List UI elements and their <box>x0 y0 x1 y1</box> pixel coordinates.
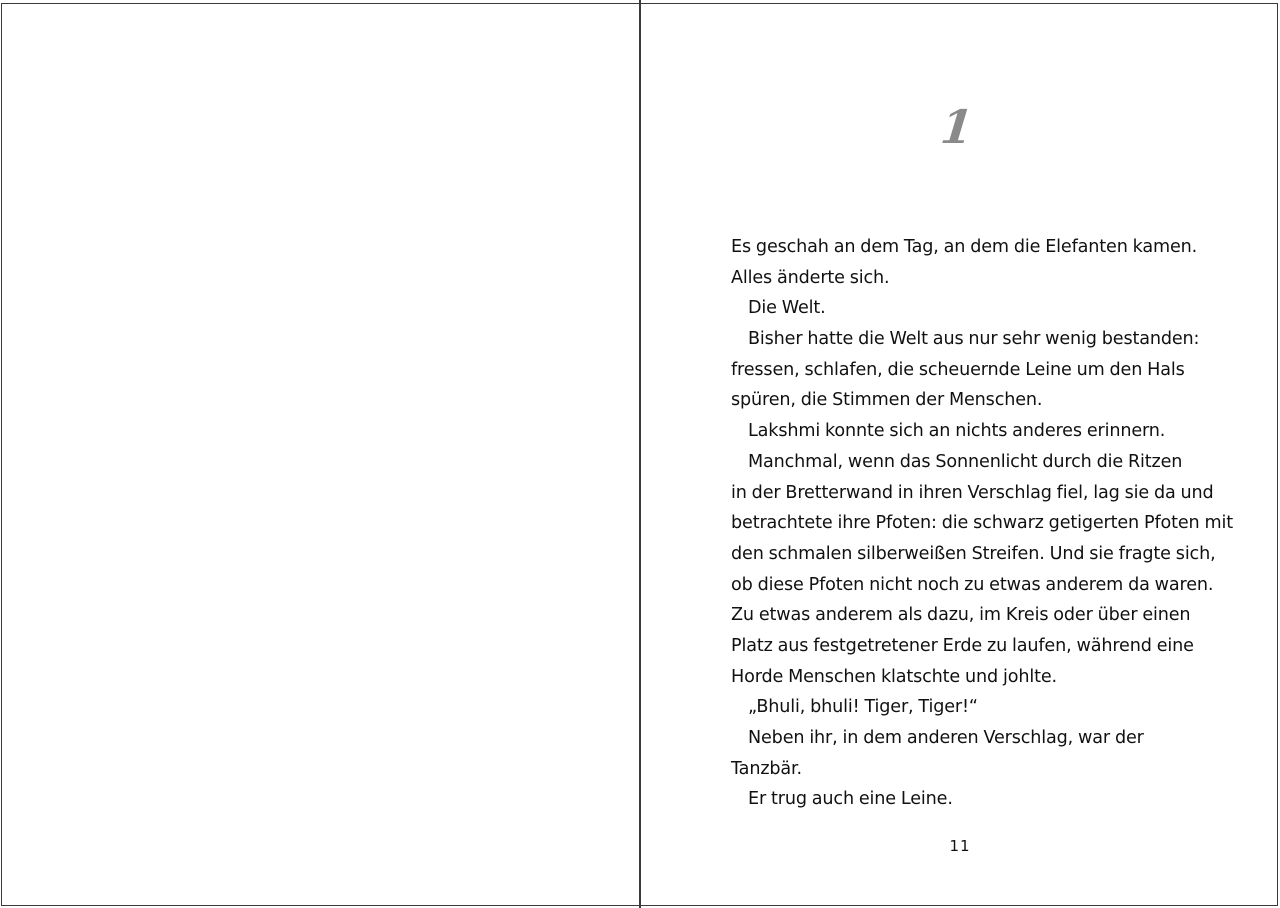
text-line: Manchmal, wenn das Sonnenlicht durch die Ritzen <box>748 451 1183 472</box>
text-line: Lakshmi konnte sich an nichts anderes erinnern. <box>748 421 1166 442</box>
text-line: Neben ihr, in dem anderen Verschlag, war der <box>748 728 1144 748</box>
text-line: ob diese Pfoten nicht noch zu etwas anderem da waren. <box>731 574 1214 595</box>
chapter-number: 1 <box>938 100 976 154</box>
left-page-blank <box>2 4 638 904</box>
page-number: 11 <box>949 837 971 855</box>
right-page <box>641 4 1277 904</box>
text-line: Alles änderte sich. <box>731 267 890 288</box>
text-line: Horde Menschen klatschte und johlte. <box>731 666 1057 687</box>
text-line: Bisher hatte die Welt aus nur sehr wenig bestanden: <box>748 329 1200 350</box>
text-line: Platz aus festgetretener Erde zu laufen, während eine <box>731 635 1194 656</box>
chapter-body-text <box>731 232 1233 815</box>
text-line: fressen, schlafen, die scheuernde Leine um den Hals <box>731 359 1185 380</box>
text-line: Tanzbär. <box>731 758 802 779</box>
text-line: Er trug auch eine Leine. <box>748 789 953 810</box>
text-line: in der Bretterwand in ihren Verschlag fiel, lag sie da und <box>731 482 1214 503</box>
text-line: den schmalen silberweißen Streifen. Und sie fragte sich, <box>731 543 1216 564</box>
text-line: Zu etwas anderem als dazu, im Kreis oder über einen <box>731 605 1191 626</box>
text-line: „Bhuli, bhuli! Tiger, Tiger!“ <box>748 697 978 718</box>
text-line: betrachtete ihre Pfoten: die schwarz getigerten Pfoten mit <box>731 513 1233 534</box>
text-line: spüren, die Stimmen der Menschen. <box>731 390 1043 411</box>
text-line: Die Welt. <box>748 298 826 319</box>
text-line: Es geschah an dem Tag, an dem die Elefanten kamen. <box>731 237 1198 257</box>
